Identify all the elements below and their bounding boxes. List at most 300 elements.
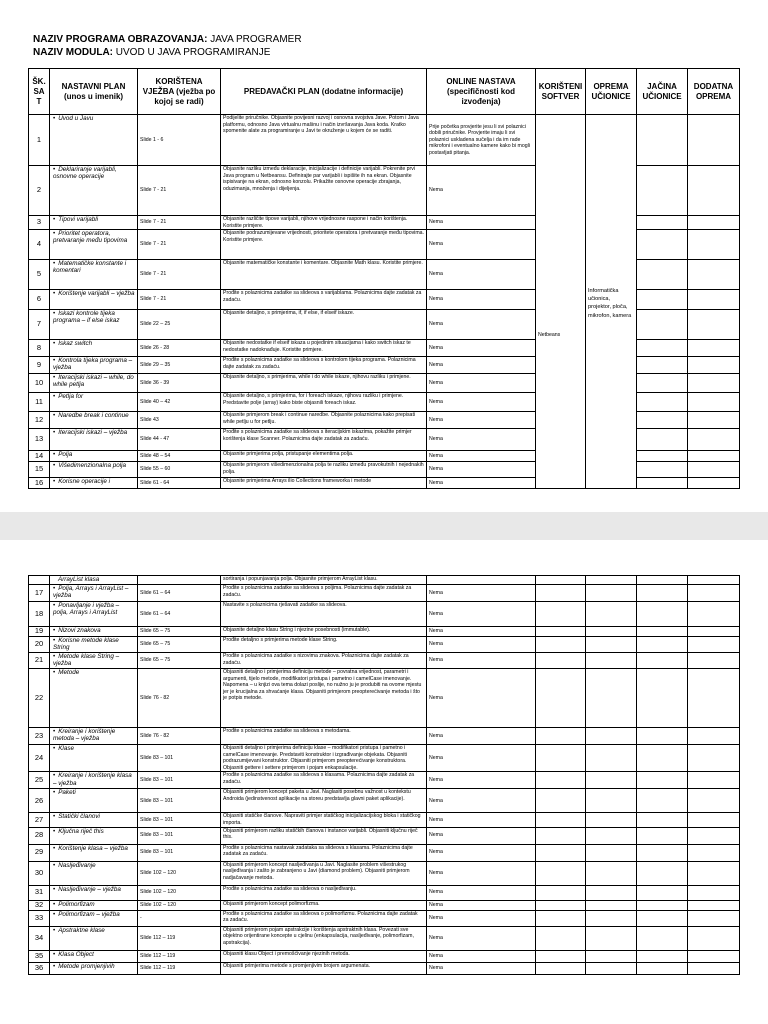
extra-cell bbox=[688, 393, 740, 412]
software-cell bbox=[536, 861, 586, 885]
extra-cell bbox=[688, 357, 740, 374]
strength-cell bbox=[637, 216, 688, 230]
bullet-icon: • bbox=[53, 462, 56, 470]
online-cell: Nema bbox=[427, 393, 536, 412]
plan-text: Metode klase String – vježba bbox=[53, 653, 120, 668]
extra-cell bbox=[688, 585, 740, 602]
row-number: 32 bbox=[29, 900, 50, 910]
software-cell bbox=[536, 910, 586, 926]
exercise-cell: Slide 40 – 42 bbox=[138, 393, 221, 412]
bullet-icon: • bbox=[53, 962, 56, 970]
exercise-cell: Slide 7 - 21 bbox=[138, 166, 221, 216]
row-number: 6 bbox=[29, 290, 50, 310]
plan-cell bbox=[50, 885, 138, 900]
strength-cell bbox=[637, 653, 688, 669]
row-number: 2 bbox=[29, 166, 50, 216]
lecture-cell: Prođite s polaznicima zadatke sa slideova s varijablama. Polaznicima dajte zadatak za zadaću. bbox=[221, 290, 427, 310]
bullet-icon: • bbox=[53, 115, 56, 122]
equipment-cell bbox=[586, 844, 637, 861]
plan-text: Nasljeđivanje bbox=[58, 861, 96, 869]
row-number: 3 bbox=[29, 216, 50, 230]
extra-cell bbox=[688, 166, 740, 216]
plan-text: Polimorfizam – vježba bbox=[58, 910, 120, 918]
plan-text: Višedimenzionalna polja bbox=[58, 462, 127, 470]
strength-cell bbox=[637, 115, 688, 166]
exercise-cell: Slide 7 - 21 bbox=[138, 290, 221, 310]
online-cell: Nema bbox=[427, 585, 536, 602]
extra-cell bbox=[688, 216, 740, 230]
bullet-icon: • bbox=[53, 627, 56, 634]
plan-cell bbox=[50, 412, 138, 429]
row-number: 24 bbox=[29, 745, 50, 772]
bullet-icon: • bbox=[53, 585, 56, 592]
bullet-icon: • bbox=[53, 789, 56, 797]
plan-text: Ključna riječ this bbox=[58, 827, 104, 835]
plan-cell bbox=[50, 910, 138, 926]
extra-cell bbox=[688, 844, 740, 861]
lecture-cell: Objasniti detaljno i primjerima definiciju klase – modifikatori pristupa i pametno i camelCase imenovanje. Predstaviti konstruktor i izgrađivanje objekata. Objasniti podrazumijevani konstruktor. Objasniti primjerom preopterećivanje konstruktora. Objasniti gettere i settere primjerom i pojam enkapsulacije. bbox=[221, 745, 427, 772]
table-row bbox=[29, 637, 740, 653]
strength-cell bbox=[637, 772, 688, 789]
online-cell: Nema bbox=[427, 260, 536, 290]
exercise-cell: Slide 83 – 101 bbox=[138, 745, 221, 772]
plan-text: Uvod u Javu bbox=[58, 115, 94, 122]
row-number: 20 bbox=[29, 637, 50, 653]
plan-cell bbox=[50, 772, 138, 789]
lecture-cell: Prođite s polaznicima zadatke s nizovima znakova. Polaznicima dajte zadatak za zadaću. bbox=[221, 653, 427, 669]
plan-cell bbox=[50, 627, 138, 637]
program-label: NAZIV PROGRAMA OBRAZOVANJA: bbox=[33, 34, 208, 45]
plan-cell bbox=[50, 462, 138, 478]
exercise-cell: Slide 29 – 35 bbox=[138, 357, 221, 374]
bullet-icon: • bbox=[53, 861, 56, 869]
col-extra: DODATNA OPREMA bbox=[688, 69, 740, 115]
exercise-cell: Slide 65 – 75 bbox=[138, 637, 221, 653]
bullet-icon: • bbox=[53, 340, 56, 348]
plan-cell bbox=[50, 653, 138, 669]
lecture-cell: Objasnite razliku između deklaracije, inicijalizacije i definicije varijabli. Pokrenite prvi Java program u Netbeansu. Definirajte par varijabli i ispišite ih na ekran. Objasnite ispisivanje na ekran, odnosno konzolu. Prikažite osnovne operacije zbrajanja, oduzimanja, množenja i dijeljenja. bbox=[221, 166, 427, 216]
exercise-cell: Slide 112 – 119 bbox=[138, 962, 221, 974]
plan-cell bbox=[50, 789, 138, 813]
online-cell: Nema bbox=[427, 627, 536, 637]
bullet-icon: • bbox=[53, 260, 56, 268]
software-cell bbox=[536, 669, 586, 728]
strength-cell bbox=[637, 478, 688, 489]
exercise-cell: Slide 112 – 119 bbox=[138, 926, 221, 950]
equipment-cell bbox=[586, 637, 637, 653]
lecture-cell: Objasniti primjerom pojam apstrakcije i korištenja apstraktnih klasa. Povezati sve objektno orijentirane koncepte u cjelinu (enkapsulacija, nasljeđivanje, polimorfizam, apstrakcija). bbox=[221, 926, 427, 950]
exercise-cell: Slide 61 – 64 bbox=[138, 602, 221, 627]
strength-cell bbox=[637, 393, 688, 412]
extra-cell bbox=[688, 290, 740, 310]
exercise-cell: Slide 7 - 21 bbox=[138, 230, 221, 260]
lecture-cell: Objasnite detaljno klasu String i njezine posebnosti (immutable). bbox=[221, 627, 427, 637]
table-row bbox=[29, 813, 740, 827]
strength-cell bbox=[637, 230, 688, 260]
row-number: 10 bbox=[29, 374, 50, 393]
col-equipment: OPREMA UČIONICE bbox=[586, 69, 637, 115]
table-row bbox=[29, 669, 740, 728]
extra-cell bbox=[688, 230, 740, 260]
strength-cell bbox=[637, 789, 688, 813]
equipment-cell bbox=[586, 962, 637, 974]
strength-cell bbox=[637, 451, 688, 462]
continued-lecture: sortiranja i popunjavanja polja. Objasnite primjerom ArrayList klasu. bbox=[221, 576, 427, 585]
col-lecture: PREDAVAČKI PLAN (dodatne informacije) bbox=[221, 69, 427, 115]
strength-cell bbox=[637, 310, 688, 340]
bullet-icon: • bbox=[53, 813, 56, 821]
extra-cell bbox=[688, 950, 740, 962]
extra-cell bbox=[688, 900, 740, 910]
row-number: 8 bbox=[29, 340, 50, 357]
row-number: 11 bbox=[29, 393, 50, 412]
bullet-icon: • bbox=[53, 950, 56, 958]
software-cell bbox=[536, 772, 586, 789]
online-cell: Nema bbox=[427, 637, 536, 653]
table-row bbox=[29, 585, 740, 602]
strength-cell bbox=[637, 166, 688, 216]
bullet-icon: • bbox=[53, 412, 56, 420]
lecture-cell: Prođite s polaznicima zadatke sa slideova s metodama. bbox=[221, 728, 427, 745]
lecture-cell: Objasniti klasu Object i premošćivanje njezinih metoda. bbox=[221, 950, 427, 962]
plan-text: Kreiranje i korištenje metoda – vježba bbox=[53, 728, 116, 743]
table-row bbox=[29, 827, 740, 844]
table-row bbox=[29, 115, 740, 166]
strength-cell bbox=[637, 340, 688, 357]
software-cell bbox=[536, 627, 586, 637]
curriculum-table-page-1 bbox=[28, 68, 740, 489]
exercise-cell: Slide 1 - 6 bbox=[138, 115, 221, 166]
software-cell bbox=[536, 813, 586, 827]
lecture-cell: Objasniti primjerom razliku statičkih članova i instance varijabli. Objasniti ključnu riječ this. bbox=[221, 827, 427, 844]
table-row bbox=[29, 900, 740, 910]
online-cell: Nema bbox=[427, 166, 536, 216]
extra-cell bbox=[688, 653, 740, 669]
exercise-cell: Slide 7 - 21 bbox=[138, 260, 221, 290]
plan-text: Klasa Object bbox=[58, 950, 94, 958]
equipment-cell bbox=[586, 813, 637, 827]
exercise-cell: Slide 26 - 28 bbox=[138, 340, 221, 357]
software-cell bbox=[536, 900, 586, 910]
exercise-cell: Slide 83 – 101 bbox=[138, 844, 221, 861]
lecture-cell: Objasniti primjerom koncept paketa u Javi. Naglasiti posebnu važnost u kontekstu Androida (jedinstvenost aplikacije na storeu predstavlja glavni paket aplikacije). bbox=[221, 789, 427, 813]
equipment-cell bbox=[586, 728, 637, 745]
plan-cell bbox=[50, 451, 138, 462]
online-cell: Nema bbox=[427, 216, 536, 230]
table-row bbox=[29, 910, 740, 926]
row-number: 18 bbox=[29, 602, 50, 627]
row-number: 34 bbox=[29, 926, 50, 950]
lecture-cell: Objasniti primjerima metode s promjenjivim brojem argumenata. bbox=[221, 962, 427, 974]
extra-cell bbox=[688, 813, 740, 827]
row-number: 33 bbox=[29, 910, 50, 926]
row-number: 36 bbox=[29, 962, 50, 974]
exercise-cell: Slide 44 - 47 bbox=[138, 429, 221, 451]
plan-cell bbox=[50, 861, 138, 885]
lecture-cell: Objasniti detaljno i primjerima definiciju metode – povratna vrijednost, parametri i argumenti, tijelo metode, modifikatori pristupa i pametno i camelCase imenovanje. Napomena – u knjizi ova tema dolazi poslije, no nužno ju je produbiti na ovome mjestu jer je krucijalna za shvaćanje klasa. Objasniti primjerom preopterećivanje metoda i što je potpis metode. bbox=[221, 669, 427, 728]
row-number: 15 bbox=[29, 462, 50, 478]
plan-text: Matematičke konstante i komentari bbox=[53, 260, 127, 275]
plan-text: Korisne metode klase String bbox=[53, 637, 119, 652]
plan-text: Tipovi varijabli bbox=[58, 216, 99, 223]
table-row bbox=[29, 728, 740, 745]
online-cell: Nema bbox=[427, 962, 536, 974]
row-number: 31 bbox=[29, 885, 50, 900]
plan-cell bbox=[50, 357, 138, 374]
plan-cell bbox=[50, 637, 138, 653]
plan-cell bbox=[50, 827, 138, 844]
row-number: 29 bbox=[29, 844, 50, 861]
page-gap bbox=[0, 512, 768, 540]
extra-cell bbox=[688, 962, 740, 974]
strength-cell bbox=[637, 585, 688, 602]
strength-cell bbox=[637, 374, 688, 393]
col-num: ŠK. SA T bbox=[29, 69, 50, 115]
plan-cell bbox=[50, 602, 138, 627]
row-number: 13 bbox=[29, 429, 50, 451]
exercise-cell: - bbox=[138, 910, 221, 926]
equipment-cell bbox=[586, 789, 637, 813]
software-cell bbox=[536, 950, 586, 962]
plan-text: Polimorfizam bbox=[58, 900, 95, 908]
table-row bbox=[29, 789, 740, 813]
plan-text: Kontrola tijeka programa – vježba bbox=[53, 357, 133, 372]
extra-cell bbox=[688, 602, 740, 627]
module-label: NAZIV MODULA: bbox=[33, 47, 113, 58]
extra-cell bbox=[688, 669, 740, 728]
row-number: 14 bbox=[29, 451, 50, 462]
row-number: 30 bbox=[29, 861, 50, 885]
software-cell bbox=[536, 728, 586, 745]
plan-cell bbox=[50, 340, 138, 357]
plan-text: Iteracijski iskazi – vježba bbox=[58, 429, 128, 437]
online-cell: Nema bbox=[427, 653, 536, 669]
extra-cell bbox=[688, 789, 740, 813]
extra-cell bbox=[688, 310, 740, 340]
lecture-cell: Objasnite detaljno, s primjerima, if, if else, if elseif iskaze. bbox=[221, 310, 427, 340]
plan-text: Nasljeđivanje – vježba bbox=[58, 885, 121, 893]
extra-cell bbox=[688, 910, 740, 926]
equipment-cell bbox=[586, 861, 637, 885]
document-page-2 bbox=[0, 540, 768, 1024]
plan-text: Korisne operacije i bbox=[58, 478, 111, 486]
bullet-icon: • bbox=[53, 728, 56, 735]
equipment-cell bbox=[586, 772, 637, 789]
extra-cell bbox=[688, 772, 740, 789]
strength-cell bbox=[637, 602, 688, 627]
extra-cell bbox=[688, 260, 740, 290]
plan-text: Polja, Arrays i ArrayList – vježba bbox=[53, 585, 129, 600]
online-cell: Nema bbox=[427, 745, 536, 772]
bullet-icon: • bbox=[53, 602, 56, 609]
strength-cell bbox=[637, 462, 688, 478]
equipment-cell: Informatička učionica, projektor, ploča, mikrofon, kamera bbox=[586, 115, 637, 489]
lecture-cell: Podijelite priručnike. Objasnite povijesni razvoj i osnovna svojstva Jave. Potom i Java platformu, odnosno Java virtualnu mašinu i način izvršavanja Java koda. Kratko spomenite alate za programiranje u Javi te okruženje u kojem će se raditi. bbox=[221, 115, 427, 166]
equipment-cell bbox=[586, 585, 637, 602]
equipment-cell bbox=[586, 627, 637, 637]
exercise-cell: Slide 48 – 54 bbox=[138, 451, 221, 462]
bullet-icon: • bbox=[53, 290, 56, 298]
software-cell bbox=[536, 962, 586, 974]
extra-cell bbox=[688, 926, 740, 950]
col-exercise: KORIŠTENA VJEŽBA (vježba po kojoj se radi) bbox=[138, 69, 221, 115]
equipment-cell bbox=[586, 926, 637, 950]
continued-plan: ArrayList klasa bbox=[50, 576, 138, 585]
table-row bbox=[29, 861, 740, 885]
row-number: 5 bbox=[29, 260, 50, 290]
exercise-cell: Slide 76 - 82 bbox=[138, 728, 221, 745]
row-number: 35 bbox=[29, 950, 50, 962]
strength-cell bbox=[637, 637, 688, 653]
equipment-cell bbox=[586, 910, 637, 926]
software-cell bbox=[536, 602, 586, 627]
exercise-cell: Slide 76 - 82 bbox=[138, 669, 221, 728]
online-cell: Nema bbox=[427, 827, 536, 844]
row-number: 21 bbox=[29, 653, 50, 669]
online-cell: Nema bbox=[427, 290, 536, 310]
bullet-icon: • bbox=[53, 374, 56, 382]
extra-cell bbox=[688, 637, 740, 653]
software-cell bbox=[536, 926, 586, 950]
extra-cell bbox=[688, 374, 740, 393]
strength-cell bbox=[637, 290, 688, 310]
online-cell: Nema bbox=[427, 462, 536, 478]
exercise-cell: Slide 83 – 101 bbox=[138, 789, 221, 813]
bullet-icon: • bbox=[53, 844, 56, 852]
lecture-cell: Objasnite primjerom break i continue naredbe. Objasnite polaznicima kako prepisati while petlju u for petlju. bbox=[221, 412, 427, 429]
strength-cell bbox=[637, 910, 688, 926]
plan-cell bbox=[50, 745, 138, 772]
col-online: ONLINE NASTAVA (specifičnosti kod izvođenja) bbox=[427, 69, 536, 115]
lecture-cell: Prođite s polaznicima zadatke sa slideova s kontrolom tijeka programa. Polaznicima dajte zadatak za zadaću. bbox=[221, 357, 427, 374]
strength-cell bbox=[637, 950, 688, 962]
software-cell: Netbeans bbox=[536, 115, 586, 489]
lecture-cell: Objasnite nedostatke if elseif iskaza u pojedinim situacijama i kako switch iskaz te nedostatke nadoknađuje. Koristite primjere. bbox=[221, 340, 427, 357]
plan-text: Korištenje klasa – vježba bbox=[58, 844, 128, 852]
online-cell: Nema bbox=[427, 357, 536, 374]
strength-cell bbox=[637, 861, 688, 885]
plan-cell bbox=[50, 962, 138, 974]
plan-text: Paketi bbox=[58, 789, 76, 797]
bullet-icon: • bbox=[53, 451, 56, 459]
bullet-icon: • bbox=[53, 885, 56, 893]
plan-cell bbox=[50, 310, 138, 340]
exercise-cell: Slide 102 – 120 bbox=[138, 900, 221, 910]
exercise-cell: Slide 83 – 101 bbox=[138, 827, 221, 844]
extra-cell bbox=[688, 627, 740, 637]
plan-text: Iteracijski iskazi – while, do while petlja bbox=[53, 374, 134, 389]
strength-cell bbox=[637, 745, 688, 772]
row-number: 23 bbox=[29, 728, 50, 745]
equipment-cell bbox=[586, 885, 637, 900]
lecture-cell: Prođite s polaznicima zadatke sa slideova s poljima. Polaznicima dajte zadatak za zadaću. bbox=[221, 585, 427, 602]
lecture-cell: Objasnite podrazumijevane vrijednosti, prioritete operatora i pretvaranje među tipovima. Koristite primjere. bbox=[221, 230, 427, 260]
strength-cell bbox=[637, 813, 688, 827]
extra-cell bbox=[688, 478, 740, 489]
equipment-cell bbox=[586, 669, 637, 728]
plan-cell bbox=[50, 813, 138, 827]
curriculum-table-page-2 bbox=[28, 575, 740, 975]
plan-text: Klase bbox=[58, 745, 74, 752]
exercise-cell: Slide 43 bbox=[138, 412, 221, 429]
exercise-cell: Slide 65 – 75 bbox=[138, 627, 221, 637]
bullet-icon: • bbox=[53, 357, 56, 365]
plan-text: Naredbe break i continue bbox=[58, 412, 129, 420]
plan-cell bbox=[50, 374, 138, 393]
row-number: 1 bbox=[29, 115, 50, 166]
table-row bbox=[29, 926, 740, 950]
strength-cell bbox=[637, 885, 688, 900]
plan-text: Kreiranje i korištenje klasa – vježba bbox=[53, 772, 132, 787]
exercise-cell: Slide 36 - 39 bbox=[138, 374, 221, 393]
row-number: 17 bbox=[29, 585, 50, 602]
extra-cell bbox=[688, 462, 740, 478]
equipment-cell bbox=[586, 602, 637, 627]
module-line bbox=[33, 46, 302, 59]
lecture-cell: Prođite detaljno s primjerima metode klase String. bbox=[221, 637, 427, 653]
strength-cell bbox=[637, 429, 688, 451]
program-value: JAVA PROGRAMER bbox=[210, 34, 302, 45]
strength-cell bbox=[637, 627, 688, 637]
continuation-row bbox=[29, 576, 740, 585]
table-row bbox=[29, 962, 740, 974]
bullet-icon: • bbox=[53, 827, 56, 835]
strength-cell bbox=[637, 844, 688, 861]
plan-text: Metode promjenjivih bbox=[58, 962, 115, 970]
online-cell: Nema bbox=[427, 861, 536, 885]
plan-text: Nizovi znakova bbox=[58, 627, 101, 634]
strength-cell bbox=[637, 669, 688, 728]
bullet-icon: • bbox=[53, 166, 56, 173]
plan-cell bbox=[50, 230, 138, 260]
plan-text: Deklariranje varijabli, osnovne operacije bbox=[53, 166, 117, 181]
lecture-cell: Objasnite različite tipove varijabli, njihove vrijednosne raspone i način korištenja. Koristite primjere. bbox=[221, 216, 427, 230]
extra-cell bbox=[688, 728, 740, 745]
exercise-cell: Slide 112 – 119 bbox=[138, 950, 221, 962]
plan-cell bbox=[50, 585, 138, 602]
plan-text: Polja bbox=[58, 451, 73, 459]
online-cell: Nema bbox=[427, 669, 536, 728]
table-row bbox=[29, 772, 740, 789]
extra-cell bbox=[688, 340, 740, 357]
online-cell: Nema bbox=[427, 230, 536, 260]
exercise-cell: Slide 65 – 75 bbox=[138, 653, 221, 669]
plan-text: Iskaz switch bbox=[58, 340, 93, 348]
plan-cell bbox=[50, 926, 138, 950]
lecture-cell: Prođite s polaznicima zadatke sa slideova o nasljeđivanju. bbox=[221, 885, 427, 900]
col-strength: JAČINA UČIONICE bbox=[637, 69, 688, 115]
plan-cell bbox=[50, 166, 138, 216]
strength-cell bbox=[637, 412, 688, 429]
table-row bbox=[29, 885, 740, 900]
software-cell bbox=[536, 653, 586, 669]
row-number: 16 bbox=[29, 478, 50, 489]
exercise-cell: Slide 55 – 60 bbox=[138, 462, 221, 478]
exercise-cell: Slide 83 – 101 bbox=[138, 772, 221, 789]
module-value: UVOD U JAVA PROGRAMIRANJE bbox=[115, 47, 271, 58]
lecture-cell: Prođite s polaznicima nastavak zadataka sa slideova s klasama. Polaznicima dajte zadatak za zadaću. bbox=[221, 844, 427, 861]
lecture-cell: Objasnite primjerom višedimenzionalna polja te razliku između pravokutnih i nejednakih polja. bbox=[221, 462, 427, 478]
table-row bbox=[29, 653, 740, 669]
bullet-icon: • bbox=[53, 745, 56, 752]
lecture-cell: Objasniti primjerom koncept nasljeđivanja u Javi. Naglasite problem višestrukog nasljeđivanja i zašto je zabranjeno u Javi (diamond problem). Objasniti primjerom nadjačavanje metoda. bbox=[221, 861, 427, 885]
plan-cell bbox=[50, 844, 138, 861]
plan-cell bbox=[50, 393, 138, 412]
plan-text: Prioritet operatora, pretvaranje među tipovima bbox=[53, 230, 128, 245]
row-number: 26 bbox=[29, 789, 50, 813]
online-cell: Nema bbox=[427, 374, 536, 393]
plan-cell bbox=[50, 950, 138, 962]
